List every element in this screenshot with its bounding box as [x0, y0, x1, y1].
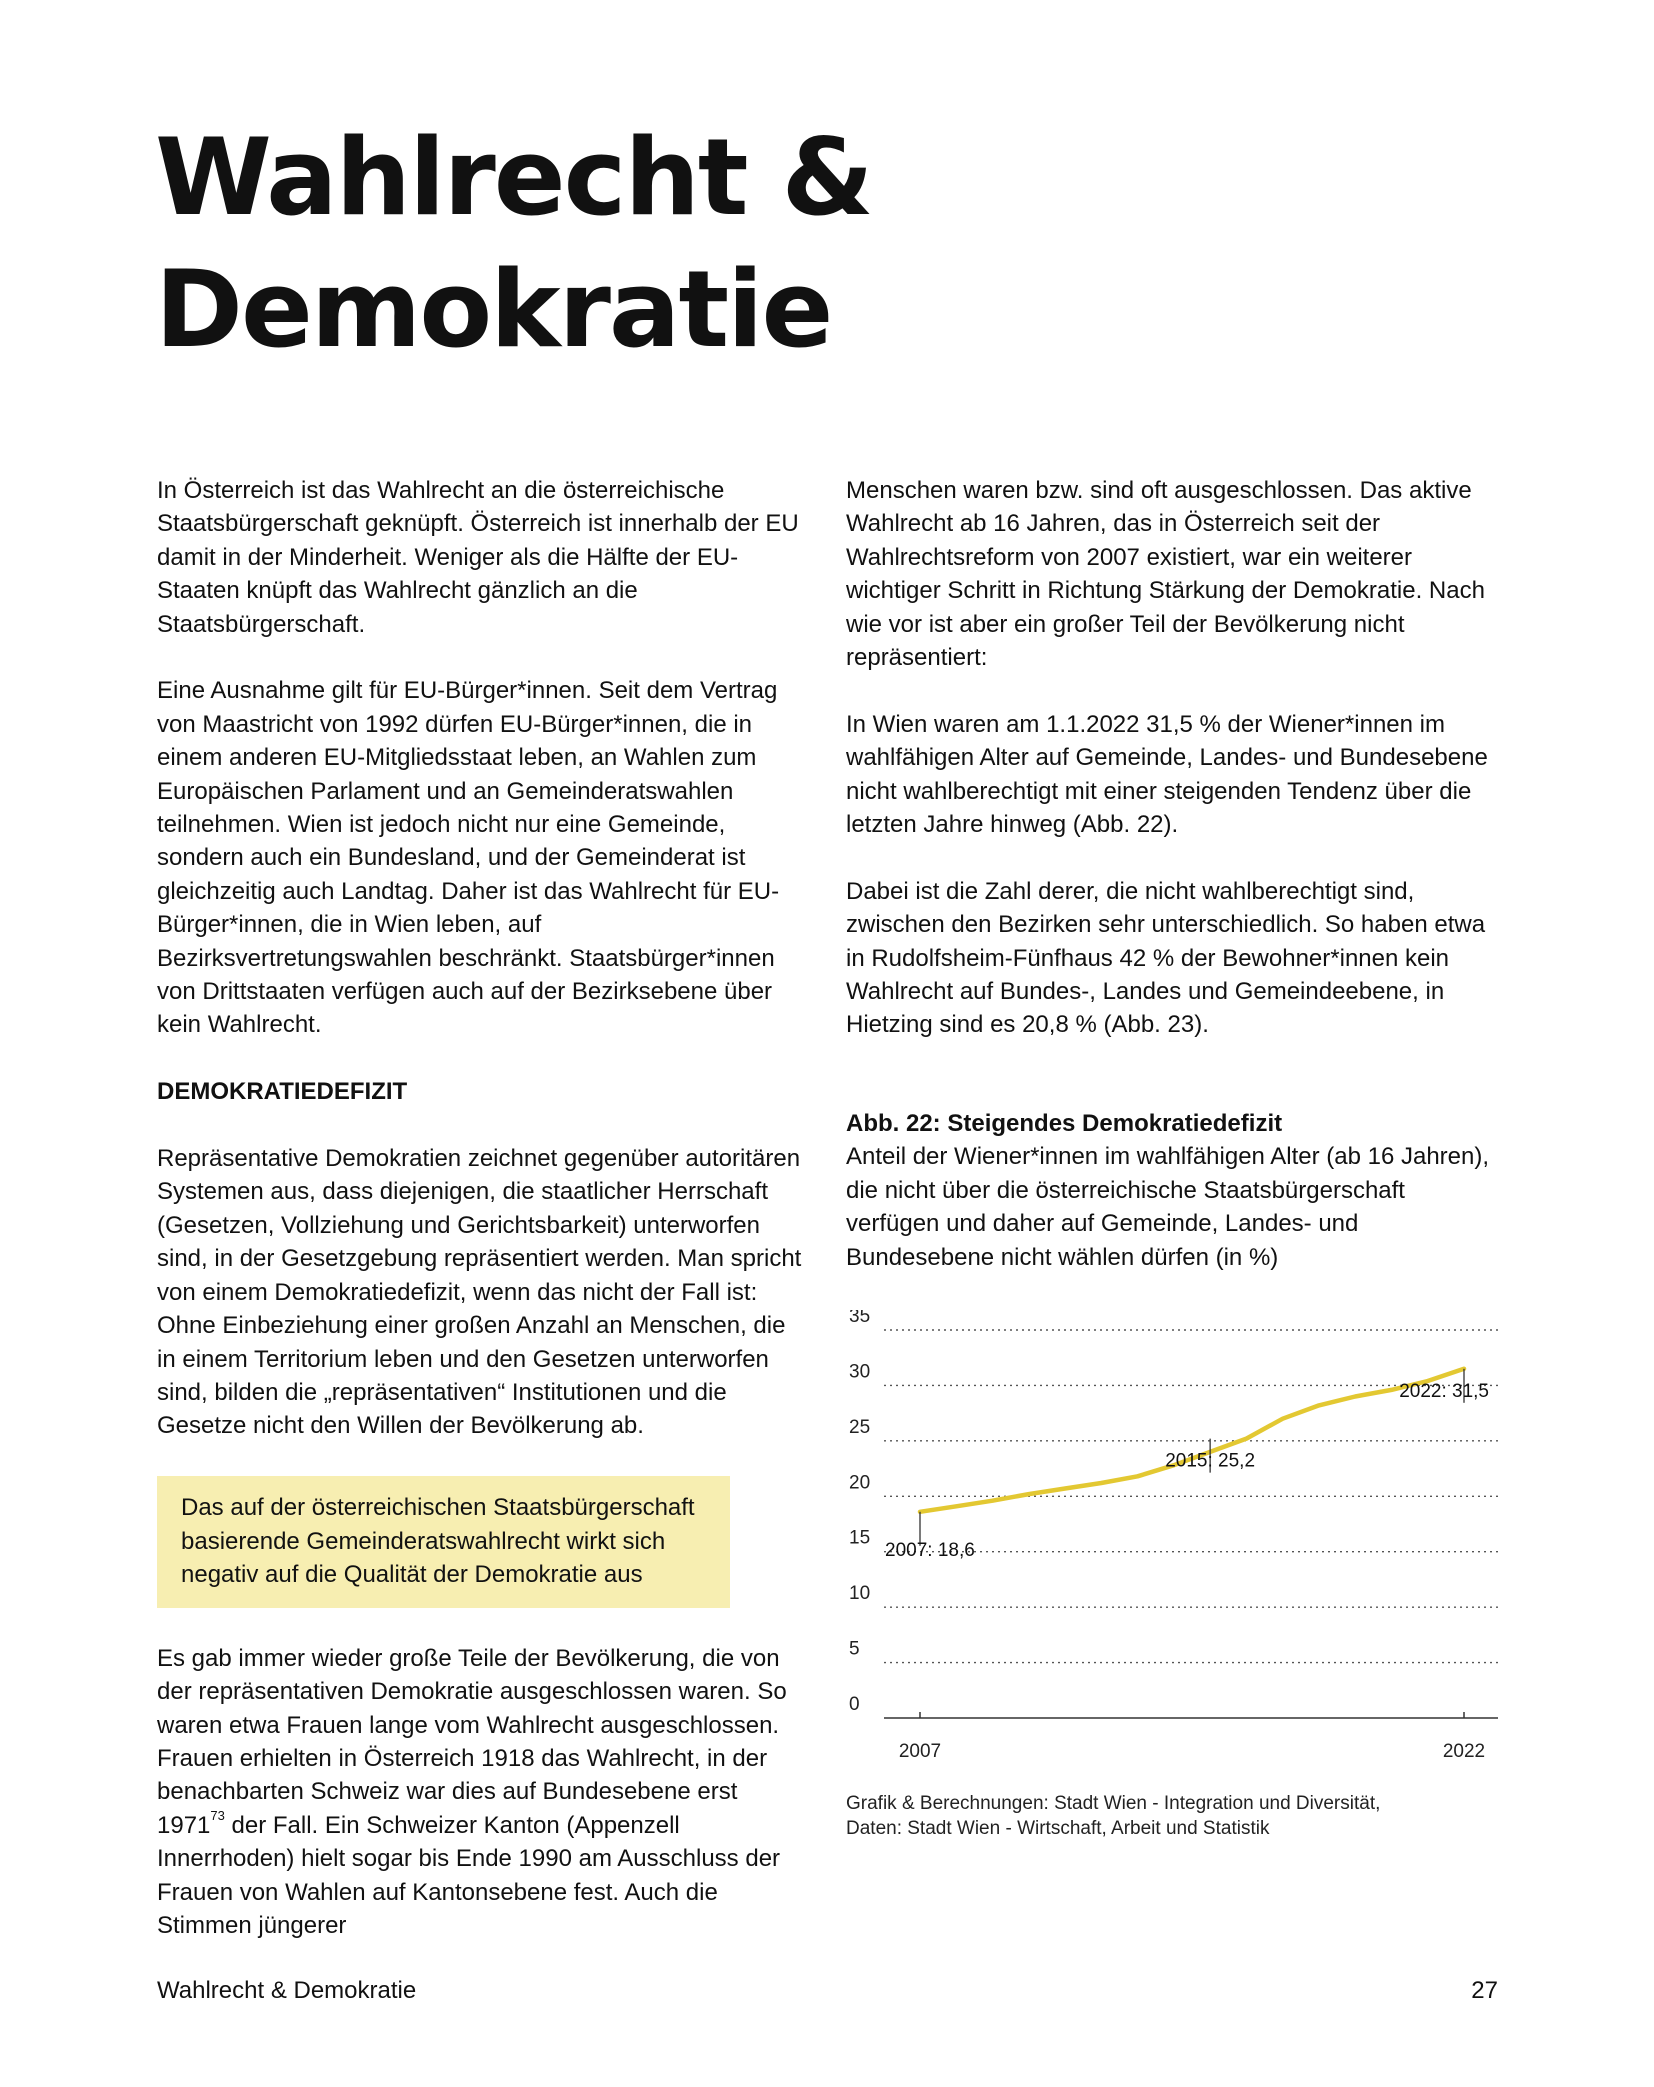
y-tick-label-10: 10 — [849, 1583, 871, 1605]
footnote-73[interactable]: 73 — [210, 1807, 225, 1823]
y-tick-label-35: 35 — [849, 1310, 871, 1327]
callout-text: Das auf der österreichischen Staatsbürgerschaft basierende Gemeinderatswahlrecht wirkt sich negativ auf die Qualität der Demokratie aus — [181, 1494, 695, 1588]
paragraph-vienna-share: In Wien waren am 1.1.2022 31,5 % der Wiener*innen im wahlfähigen Alter auf Gemeinde, Landes- und Bundesebene nicht wahlberechtigt mit einer steigenden Tendenz über die letzten Jahre hinweg (Abb. 22). — [846, 710, 1488, 839]
paragraph-eu-citizens: Eine Ausnahme gilt für EU-Bürger*innen. Seit dem Vertrag von Maastricht von 1992 dürfen EU-Bürger*innen, die in einem anderen EU-Mitgliedsstaat leben, an Wahlen zum Europäischen Parlament und an Gemeinderatswahlen teilnehmen. Wien ist jedoch nicht nur eine Gemeinde, sondern auch ein Bundesland, und der Gemeinderat ist gleichzeitig auch Landtag. Daher ist das Wahlrecht für EU-Bürger*innen, die in Wien leben, auf Bezirksvertretungswahlen beschränkt. Staatsbürger*innen von Drittstaaten verfügen auch auf der Bezirksebene über kein Wahlrecht. — [157, 677, 780, 1039]
figure-subtitle: Anteil der Wiener*innen im wahlfähigen Alter (ab 16 Jahren), die nicht über die österreichische Staatsbürgerschaft verfügen und daher auf Gemeinde, Landes- und Bundesebene nicht wählen dürfen (in %) — [846, 1143, 1490, 1271]
title-line-1: Wahlrecht & — [155, 116, 872, 239]
source-line-1: Grafik & Berechnungen: Stadt Wien - Integration und Diversität, — [846, 1793, 1381, 1814]
x-tick-label-2022: 2022 — [1442, 1741, 1486, 1762]
paragraph-exclusion — [157, 1642, 807, 1943]
paragraph-exclusion-text-b: der Fall. Ein Schweizer Kanton (Appenzell Innerrhoden) hielt sogar bis Ende 1990 am Ausschluss der Frauen von Wahlen auf Kantonsebene fest. Auch die Stimmen jüngerer — [157, 1811, 781, 1939]
callout-box — [157, 1476, 730, 1608]
paragraph-representative-democracy: Repräsentative Demokratien zeichnet gegenüber autoritären Systemen aus, dass diejenigen, die staatlicher Herrschaft (Gesetzen, Vollziehung und Gerichtsbarkeit) unterworfen sind, in der Gesetzgebung repräsentiert werden. Man spricht von einem Demokratiedefizit, wenn das nicht der Fall ist: Ohne Einbeziehung einer großen Anzahl an Menschen, die in einem Territorium leben und den Gesetzen unterworfen sind, bilden die „repräsentativen“ Institutionen und die Gesetze nicht den Willen der Bevölkerung ab. — [157, 1145, 802, 1440]
paragraph-exclusion-text-a: Es gab immer wieder große Teile der Bevölkerung, die von der repräsentativen Demokratie ausgeschlossen waren. So waren etwa Frauen lange vom Wahlrecht ausgeschlossen. Frauen erhielten in Österreich 1918 das Wahlrecht, in der benachbarten Schweiz war dies auf Bundesebene erst 1971 — [157, 1644, 787, 1839]
chart-svg — [846, 1310, 1506, 1770]
paragraph-districts: Dabei ist die Zahl derer, die nicht wahlberechtigt sind, zwischen den Bezirken sehr unterschiedlich. So haben etwa in Rudolfsheim-Fünfhaus 42 % der Bewohner*innen kein Wahlrecht auf Bundes-, Landes und Gemeindeebene, in Hietzing sind es 20,8 % (Abb. 23). — [846, 877, 1486, 1039]
footer-section-title: Wahlrecht & Demokratie — [157, 1977, 417, 2004]
annotation-label-2015: 2015: 25,2 — [1165, 1450, 1256, 1472]
page-title — [155, 112, 872, 376]
y-tick-label-15: 15 — [849, 1527, 871, 1549]
title-line-2: Demokratie — [155, 248, 832, 371]
y-tick-label-30: 30 — [849, 1361, 871, 1383]
paragraph-citizenship: In Österreich ist das Wahlrecht an die österreichische Staatsbürgerschaft geknüpft. Österreich ist innerhalb der EU damit in der Minderheit. Weniger als die Hälfte der EU-Staaten knüpft das Wahlrecht gänzlich an die Staatsbürgerschaft. — [157, 477, 799, 638]
line-chart — [846, 1310, 1506, 1770]
annotation-label-2007: 2007: 18,6 — [885, 1539, 975, 1561]
figure-title: Abb. 22: Steigendes Demokratiedefizit — [846, 1110, 1283, 1137]
y-tick-label-5: 5 — [849, 1638, 860, 1660]
x-tick-label-2007: 2007 — [898, 1741, 942, 1762]
y-tick-label-0: 0 — [849, 1694, 860, 1715]
source-line-2: Daten: Stadt Wien - Wirtschaft, Arbeit und Statistik — [846, 1818, 1270, 1839]
figure-source — [846, 1791, 1546, 1841]
paragraph-young-voters: Menschen waren bzw. sind oft ausgeschlossen. Das aktive Wahlrecht ab 16 Jahren, das in Österreich seit der Wahlrechtsreform von 2007 existiert, war ein weiterer wichtiger Schritt in Richtung Stärkung der Demokratie. Nach wie vor ist aber ein großer Teil der Bevölkerung nicht repräsentiert: — [846, 477, 1485, 672]
right-column — [846, 474, 1496, 1042]
section-heading-demokratiedefizit: DEMOKRATIEDEFIZIT — [157, 1078, 408, 1106]
figure-caption — [846, 1107, 1496, 1274]
page-number: 27 — [1471, 1977, 1498, 2004]
y-tick-label-25: 25 — [849, 1416, 871, 1438]
annotation-label-2022: 2022: 31,5 — [1399, 1380, 1489, 1402]
y-tick-label-20: 20 — [849, 1472, 871, 1494]
left-column — [157, 474, 807, 1942]
